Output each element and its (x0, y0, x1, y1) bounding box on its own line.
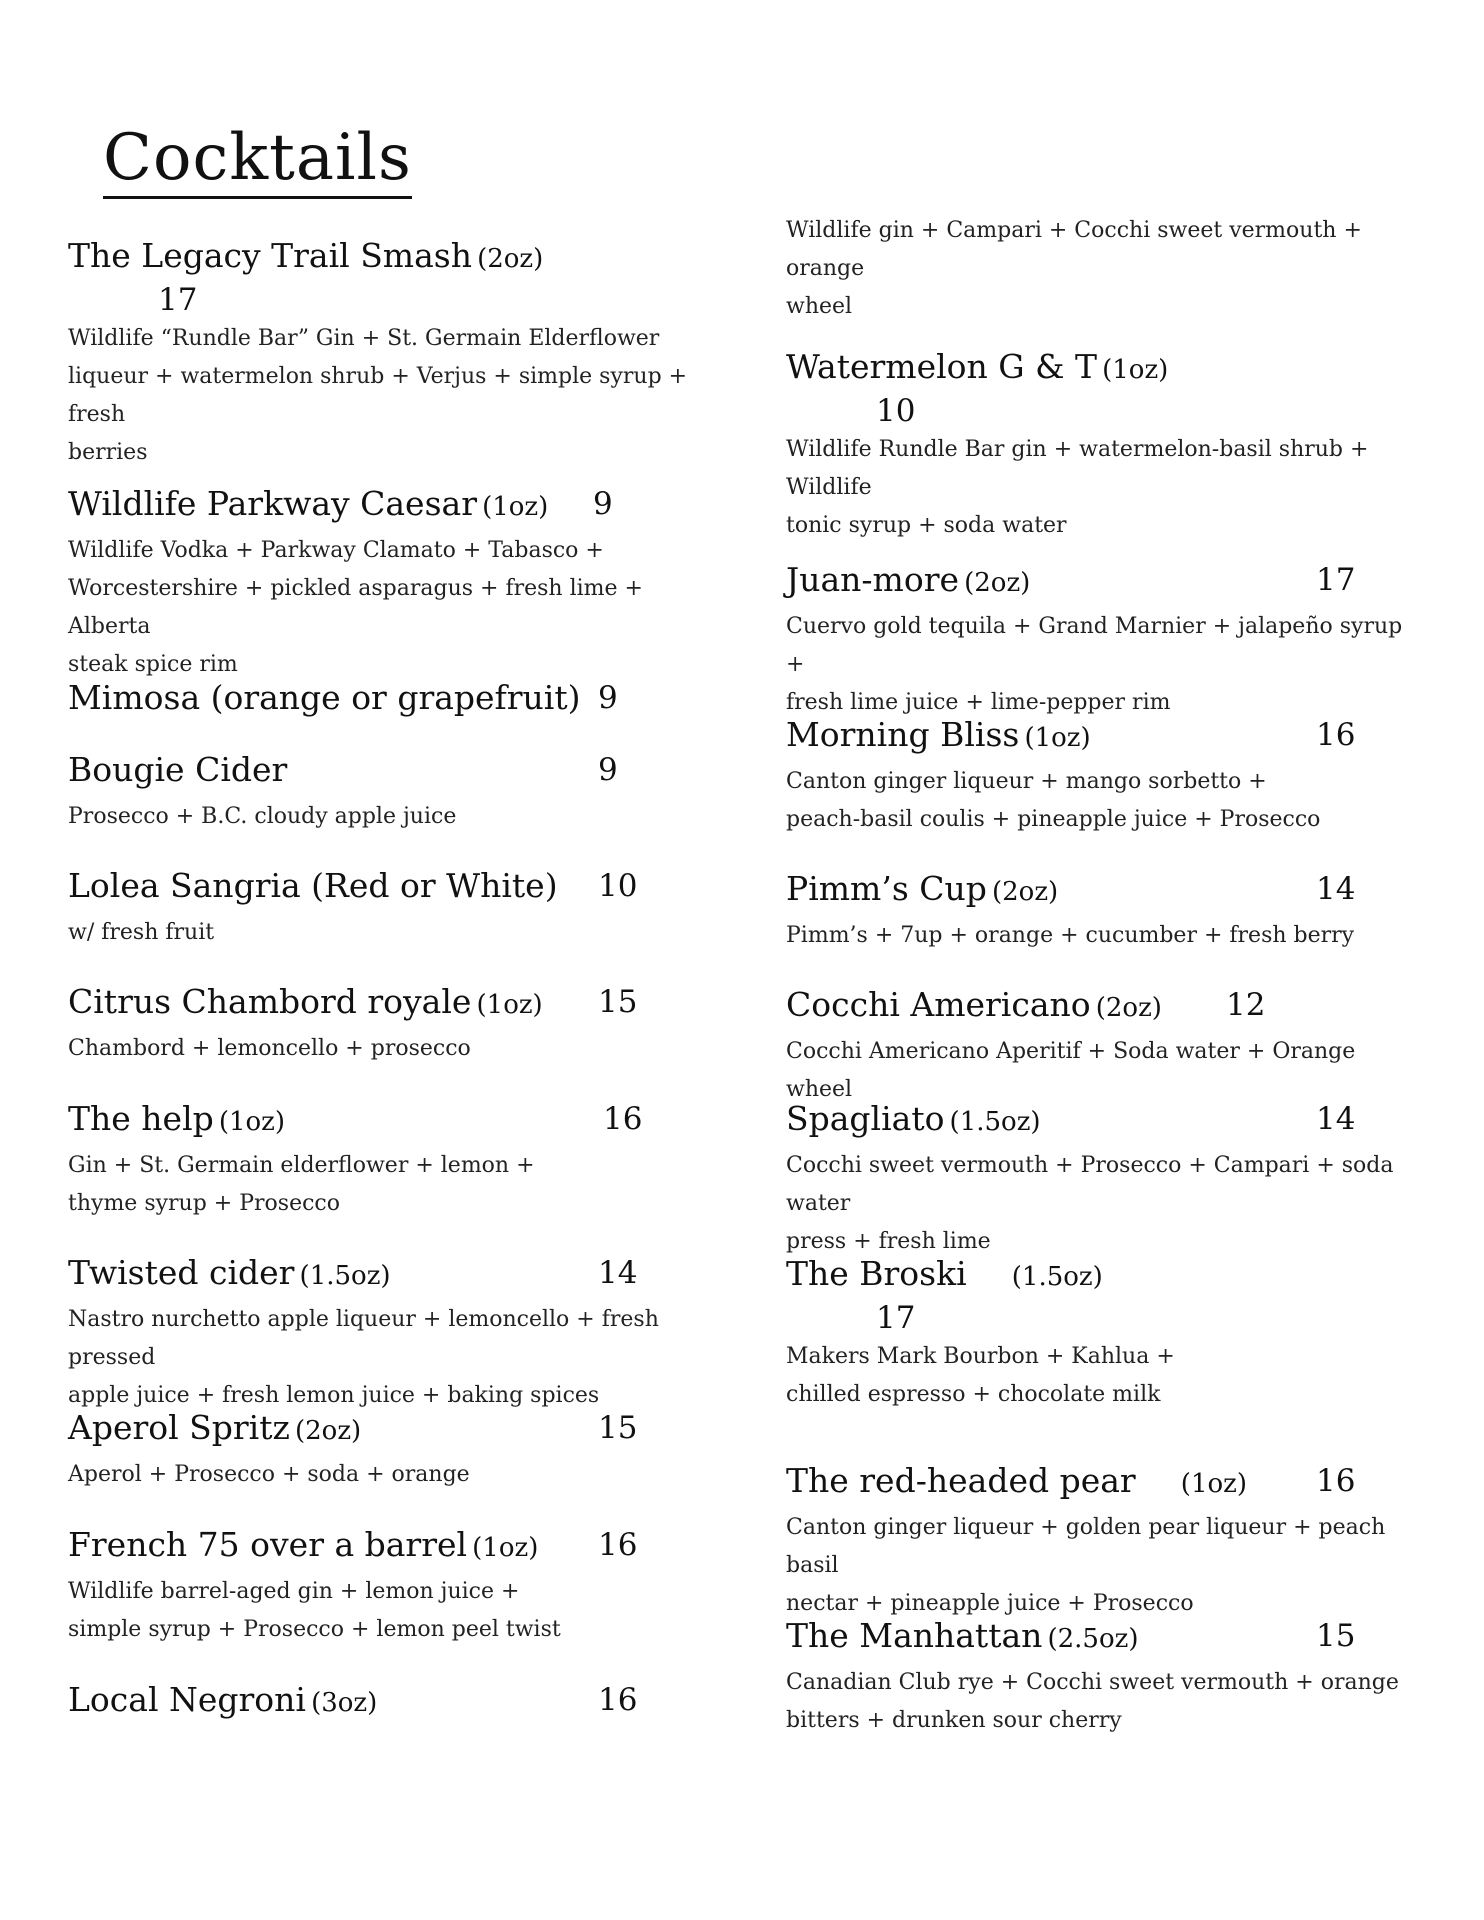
item-name: Wildlife Parkway Caesar (68, 484, 477, 523)
description-line: berries (68, 440, 148, 465)
item-name: The help (68, 1099, 214, 1138)
menu-item (786, 560, 1426, 722)
description-line: Pimm’s + 7up + orange + cucumber + fresh berry (786, 923, 1355, 948)
menu-item (68, 1099, 688, 1223)
description-line: fresh lime juice + lime-pepper rim (786, 690, 1171, 715)
item-name-line (786, 560, 1426, 604)
description-line: Chambord + lemoncello + prosecco (68, 1036, 471, 1061)
item-name-line (68, 1680, 688, 1724)
item-name-line (786, 1461, 1426, 1505)
description-line: nectar + pineapple juice + Prosecco (786, 1591, 1194, 1616)
menu-item (786, 1099, 1426, 1261)
item-name-line (786, 715, 1426, 759)
item-description (786, 1147, 1426, 1261)
menu-item (68, 1680, 688, 1728)
menu-item (786, 1461, 1426, 1623)
page-title: Cocktails (103, 126, 412, 199)
item-name-line (68, 866, 688, 910)
item-name: Juan-more (786, 560, 960, 599)
item-name-line (68, 678, 688, 722)
item-price: 9 (598, 752, 618, 788)
menu-item (68, 484, 688, 684)
item-size: (1oz) (482, 492, 549, 522)
item-description (68, 1573, 688, 1649)
item-name: Aperol Spritz (68, 1408, 290, 1447)
item-description (786, 1338, 1426, 1414)
item-size: (2.5oz) (1047, 1624, 1139, 1654)
item-price: 10 (876, 393, 916, 429)
description-line: Wildlife barrel-aged gin + lemon juice + (68, 1579, 520, 1604)
item-name-line (68, 982, 688, 1026)
menu-item (786, 1254, 1426, 1414)
description-line: Aperol + Prosecco + soda + orange (68, 1462, 470, 1487)
description-line: tonic syrup + soda water (786, 513, 1067, 538)
menu-item (786, 347, 1426, 545)
description-line: Nastro nurchetto apple liqueur + lemoncello + fresh pressed (68, 1307, 659, 1370)
item-description (68, 1301, 688, 1415)
menu-item (68, 750, 688, 836)
item-name: Watermelon G & T (786, 347, 1098, 386)
description-line: peach-basil coulis + pineapple juice + Prosecco (786, 807, 1321, 832)
item-description (786, 608, 1426, 722)
item-name: The Manhattan (786, 1616, 1043, 1655)
item-size: (3oz) (311, 1688, 378, 1718)
description-line: Cocchi Americano Aperitif + Soda water + Orange wheel (786, 1039, 1356, 1102)
item-description (786, 1664, 1426, 1740)
item-name-line (68, 1099, 688, 1143)
description-line: press + fresh lime (786, 1229, 991, 1254)
item-name: French 75 over a barrel (68, 1525, 468, 1564)
item-price: 10 (598, 868, 638, 904)
item-name: Twisted cider (68, 1253, 295, 1292)
item-description (68, 532, 688, 684)
description-line: simple syrup + Prosecco + lemon peel twist (68, 1617, 561, 1642)
item-size: (2oz) (964, 568, 1031, 598)
description-line: Wildlife Vodka + Parkway Clamato + Tabasco + (68, 538, 604, 563)
item-description (68, 320, 688, 472)
description-line: steak spice rim (68, 652, 238, 677)
item-price: 17 (1316, 562, 1356, 598)
item-name-line (786, 1099, 1426, 1143)
description-line: Canton ginger liqueur + golden pear liqueur + peach basil (786, 1515, 1386, 1578)
item-name: The red-headed pear (786, 1461, 1136, 1500)
item-name-line (68, 236, 688, 280)
item-name-line (68, 484, 688, 528)
item-size: (1oz) (1102, 355, 1169, 385)
menu-item (786, 869, 1426, 955)
description-line: w/ fresh fruit (68, 920, 215, 945)
menu-item (68, 678, 688, 726)
item-name-line (786, 869, 1426, 913)
description-line: Worcestershire + pickled asparagus + fresh lime + Alberta (68, 576, 643, 639)
item-name-line (68, 1525, 688, 1569)
item-price: 15 (598, 1410, 638, 1446)
item-price: 16 (1316, 717, 1356, 753)
item-price: 16 (598, 1527, 638, 1563)
item-name: Morning Bliss (786, 715, 1020, 754)
item-size: (2oz) (1095, 993, 1162, 1023)
item-size: (1.5oz) (299, 1261, 391, 1291)
description-line: chilled espresso + chocolate milk (786, 1382, 1161, 1407)
item-size: (1.5oz) (949, 1107, 1041, 1137)
item-name: Lolea Sangria (Red or White) (68, 866, 558, 905)
menu-item (68, 1253, 688, 1415)
description-line: thyme syrup + Prosecco (68, 1191, 340, 1216)
item-price: 14 (598, 1255, 638, 1291)
description-line: Prosecco + B.C. cloudy apple juice (68, 804, 457, 829)
description-line: Wildlife gin + Campari + Cocchi sweet vermouth + orange (786, 218, 1362, 281)
description-line: wheel (786, 294, 853, 319)
description-line: apple juice + fresh lemon juice + baking spices (68, 1383, 600, 1408)
description-line: Canton ginger liqueur + mango sorbetto + (786, 769, 1267, 794)
item-description (68, 914, 688, 952)
item-price: 16 (603, 1101, 643, 1137)
item-description (786, 1033, 1426, 1109)
menu-item (786, 1616, 1426, 1740)
item-name: Cocchi Americano (786, 985, 1091, 1024)
item-size: (2oz) (477, 244, 544, 274)
menu-item (786, 715, 1426, 839)
menu-item (68, 236, 688, 472)
item-description (786, 431, 1426, 545)
intro-description (786, 212, 1426, 326)
item-price: 17 (158, 282, 198, 318)
item-name-line (68, 750, 688, 794)
item-description (786, 1509, 1426, 1623)
item-price: 14 (1316, 871, 1356, 907)
item-name: Mimosa (orange or grapefruit) (68, 678, 581, 717)
menu-item (68, 1408, 688, 1494)
item-price: 9 (598, 680, 618, 716)
item-price: 15 (1316, 1618, 1356, 1654)
item-description (786, 917, 1426, 955)
item-size: (1oz) (1024, 723, 1091, 753)
description-line: Wildlife Rundle Bar gin + watermelon-basil shrub + Wildlife (786, 437, 1369, 500)
item-size: (1oz) (476, 990, 543, 1020)
item-size: (1oz) (218, 1107, 286, 1137)
description-line: Wildlife “Rundle Bar” Gin + St. Germain Elderflower (68, 326, 660, 351)
description-line: Gin + St. Germain elderflower + lemon + (68, 1153, 535, 1178)
item-size: (1oz) (472, 1533, 539, 1563)
item-name: Bougie Cider (68, 750, 288, 789)
item-name: The Legacy Trail Smash (68, 236, 472, 275)
item-name-line (786, 1616, 1426, 1660)
menu-item (786, 985, 1426, 1109)
item-price: 15 (598, 984, 638, 1020)
item-name-line (786, 985, 1426, 1029)
description-line: Canadian Club rye + Cocchi sweet vermouth + orange (786, 1670, 1399, 1695)
item-name-line (786, 347, 1426, 391)
item-description (68, 798, 688, 836)
item-description (68, 1030, 688, 1068)
menu-item (68, 1525, 688, 1649)
item-size: (2oz) (991, 877, 1059, 907)
item-size: (2oz) (294, 1416, 362, 1446)
item-name-line (786, 1254, 1426, 1298)
item-size: (1oz) (1180, 1469, 1247, 1499)
item-name: Pimm’s Cup (786, 869, 987, 908)
item-size: (1.5oz) (1011, 1262, 1103, 1292)
description-line: liqueur + watermelon shrub + Verjus + simple syrup + fresh (68, 364, 688, 427)
item-name: The Broski (786, 1254, 967, 1293)
item-name: Local Negroni (68, 1680, 306, 1719)
item-price: 17 (876, 1300, 916, 1336)
item-price: 16 (1316, 1463, 1356, 1499)
description-line: bitters + drunken sour cherry (786, 1708, 1122, 1733)
item-price: 14 (1316, 1101, 1356, 1137)
item-price: 16 (598, 1682, 638, 1718)
menu-item (68, 982, 688, 1068)
description-line: Makers Mark Bourbon + Kahlua + (786, 1344, 1175, 1369)
description-line: Cocchi sweet vermouth + Prosecco + Campari + soda water (786, 1153, 1394, 1216)
item-description (786, 763, 1426, 839)
item-description (68, 1147, 688, 1223)
item-description (68, 1456, 688, 1494)
description-line: Cuervo gold tequila + Grand Marnier + jalapeño syrup + (786, 614, 1403, 677)
item-name-line (68, 1408, 688, 1452)
item-name-line (68, 1253, 688, 1297)
item-price: 9 (593, 486, 613, 522)
item-name: Spagliato (786, 1099, 945, 1138)
menu-item (68, 866, 688, 952)
item-price: 12 (1226, 987, 1266, 1023)
item-name: Citrus Chambord royale (68, 982, 472, 1021)
